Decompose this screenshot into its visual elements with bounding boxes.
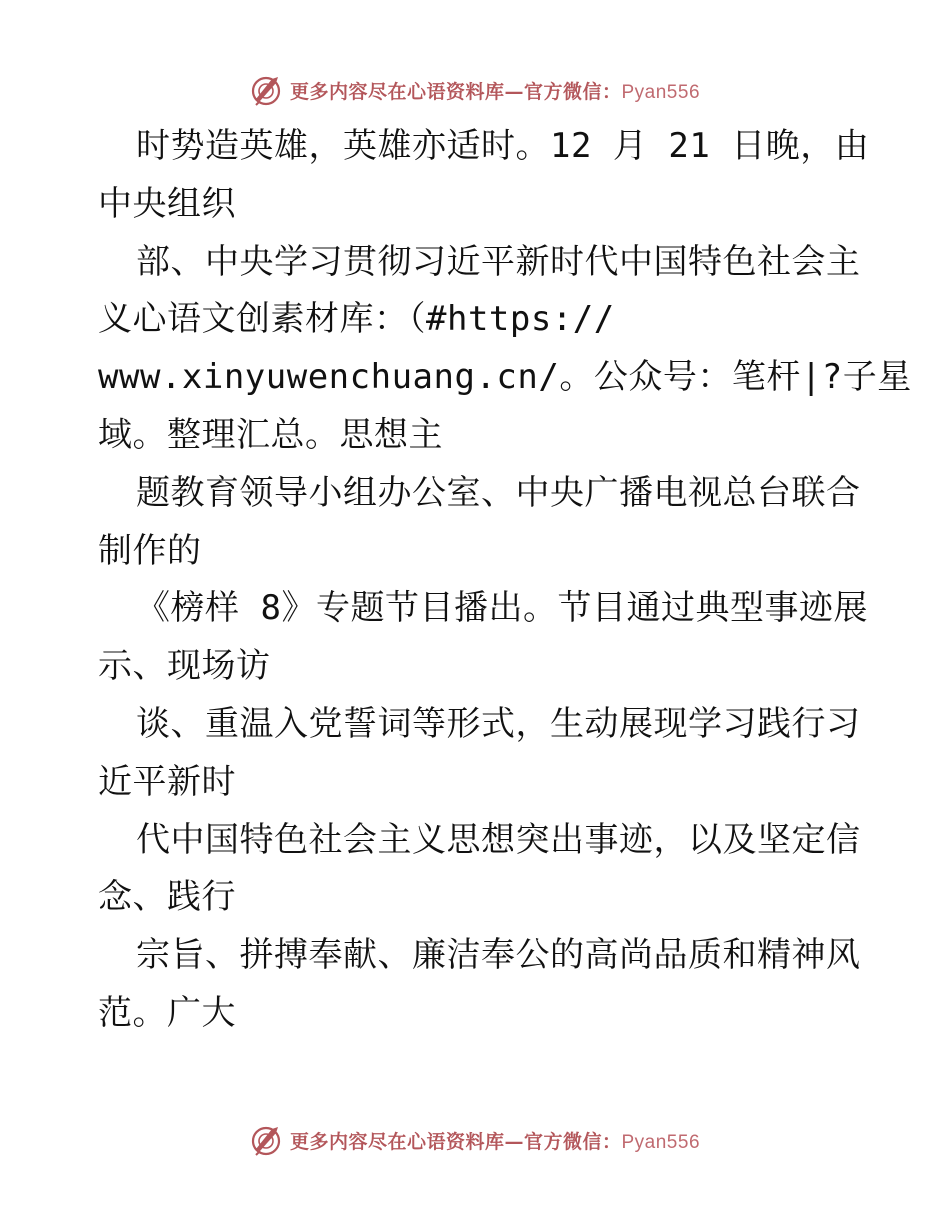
body-line: 题教育领导小组办公室、中央广播电视总台联合 [136, 472, 861, 513]
body-line: 域。整理汇总。思想主 [98, 414, 443, 455]
body-line: 宗旨、拼搏奉献、廉洁奉公的高尚品质和精神风 [136, 935, 861, 976]
header-banner-text: 更多内容尽在心语资料库—官方微信：Pyan556 [289, 80, 701, 103]
header-wechat-id: Pyan556 [621, 81, 701, 103]
body-line: 代中国特色社会主义思想突出事迹，以及坚定信 [136, 819, 861, 860]
header-banner [0, 70, 950, 110]
body-line: 中央组织 [98, 183, 236, 224]
body-line: 《榜样 8》专题节目播出。节目通过典型事迹展 [136, 588, 868, 629]
body-line: 谈、重温入党誓词等形式，生动展现学习践行习 [136, 703, 861, 744]
body-line: 念、践行 [98, 877, 236, 918]
body-line: 部、中央学习贯彻习近平新时代中国特色社会主 [136, 241, 861, 282]
footer-banner-text: 更多内容尽在心语资料库—官方微信：Pyan556 [289, 1130, 701, 1153]
body-line: 范。广大 [98, 992, 236, 1033]
footer-wechat-id: Pyan556 [621, 1131, 701, 1153]
body-line: 时势造英雄，英雄亦适时。12 月 21 日晚，由 [136, 126, 870, 166]
body-line: 示、现场访 [98, 646, 271, 687]
quill-logo-icon [250, 1123, 284, 1157]
quill-logo-icon [250, 73, 284, 107]
body-line: 制作的 [98, 530, 202, 571]
body-line: www.xinyuwenchuang.cn/。公众号：笔杆|?子星 [98, 357, 912, 398]
body-line: 义心语文创素材库：（#https:// [98, 299, 615, 340]
footer-banner [0, 1120, 950, 1160]
document-body [98, 118, 912, 1043]
body-line: 近平新时 [98, 761, 236, 802]
